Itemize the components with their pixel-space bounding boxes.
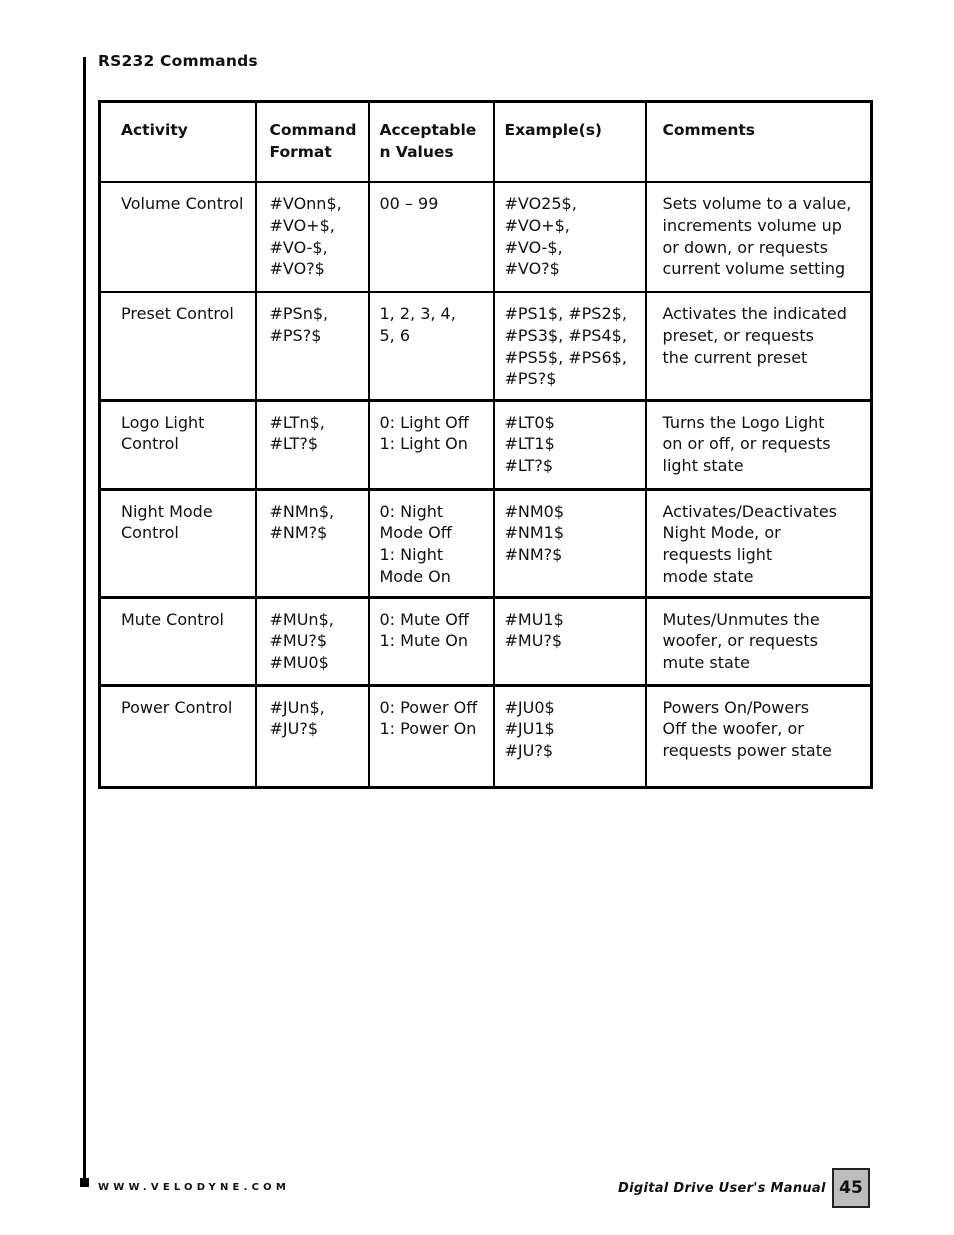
cell-text-line: #MUn$, (269, 609, 334, 629)
header-comments: Comments (646, 102, 872, 183)
cell-text-line: #JU?$ (269, 719, 319, 739)
cell-text-line: #MU0$ (269, 653, 329, 673)
cell-comments (646, 400, 872, 489)
cell-text-line: 1: Power On (379, 719, 477, 739)
header-command-format: Command Format (256, 102, 369, 183)
cell-command-format (256, 597, 369, 685)
cell-activity (100, 597, 256, 685)
cell-comments (646, 182, 872, 292)
table-row (100, 685, 872, 787)
cell-text-line: #MU?$ (269, 631, 328, 651)
cell-activity (100, 400, 256, 489)
cell-text-line: Mute Control (121, 609, 224, 629)
cell-text-line: 0: Light Off (379, 412, 469, 432)
cell-text-line: increments volume up (662, 215, 842, 235)
cell-text-line: Powers On/Powers (662, 697, 810, 717)
cell-activity (100, 685, 256, 787)
cell-acceptable-values (369, 292, 494, 400)
cell-text-line: mute state (662, 653, 750, 673)
cell-activity (100, 182, 256, 292)
cell-activity (100, 489, 256, 597)
cell-acceptable-values (369, 597, 494, 685)
cell-acceptable-values (369, 400, 494, 489)
cell-text-line: preset, or requests (662, 325, 814, 345)
cell-text-line: Off the woofer, or (662, 719, 804, 739)
cell-examples (494, 182, 646, 292)
cell-acceptable-values (369, 182, 494, 292)
cell-text-line: light state (662, 456, 744, 476)
cell-text-line: #VOnn$, (269, 194, 342, 213)
cell-text-line: #JU?$ (504, 741, 554, 761)
header-activity: Activity (100, 102, 256, 183)
footer-manual-title: Digital Drive User's Manual (618, 1181, 826, 1196)
cell-text-line: mode state (662, 566, 754, 586)
cell-text-line: #VO?$ (504, 259, 560, 279)
cell-text-line: Volume Control (121, 194, 244, 213)
cell-text-line: Activates the indicated (662, 304, 847, 323)
cell-comments (646, 292, 872, 400)
cell-comments (646, 685, 872, 787)
footer-website: WWW.VELODYNE.COM (98, 1182, 290, 1193)
section-title: RS232 Commands (98, 52, 258, 70)
margin-rule (83, 57, 86, 1184)
cell-text-line: Mode Off (379, 523, 452, 543)
table-header-row (100, 102, 872, 183)
table-row (100, 182, 872, 292)
cell-text-line: #LTn$, (269, 412, 325, 432)
rs232-commands-table (98, 100, 873, 789)
cell-text-line: 00 – 99 (379, 194, 439, 213)
cell-examples (494, 597, 646, 685)
cell-text-line: Logo Light (121, 412, 205, 432)
page-number: 45 (832, 1168, 870, 1208)
cell-text-line: #VO-$, (269, 237, 328, 257)
cell-text-line: 0: Mute Off (379, 609, 469, 629)
cell-examples (494, 489, 646, 597)
header-examples: Example(s) (494, 102, 646, 183)
cell-text-line: #JU1$ (504, 719, 555, 739)
table-row (100, 292, 872, 400)
cell-text-line: #VO-$, (504, 237, 563, 257)
cell-text-line: #NM?$ (269, 523, 328, 543)
cell-text-line: #VO25$, (504, 194, 577, 213)
cell-text-line: 1, 2, 3, 4, (379, 304, 456, 323)
cell-text-line: 5, 6 (379, 325, 411, 345)
cell-text-line: 1: Mute On (379, 631, 469, 651)
cell-text-line: 0: Power Off (379, 697, 478, 717)
cell-text-line: requests power state (662, 741, 832, 761)
margin-square-marker (80, 1178, 89, 1187)
cell-text-line: #JU0$ (504, 697, 555, 717)
cell-text-line: Power Control (121, 697, 233, 717)
cell-text-line: 1: Light On (379, 434, 468, 454)
cell-activity (100, 292, 256, 400)
cell-text-line: #PS?$ (504, 369, 557, 389)
cell-text-line: or down, or requests (662, 237, 828, 257)
cell-text-line: #JUn$, (269, 697, 325, 717)
cell-text-line: #NM0$ (504, 501, 565, 521)
cell-text-line: #LT0$ (504, 412, 555, 432)
cell-comments (646, 597, 872, 685)
table-row (100, 597, 872, 685)
cell-text-line: #PS?$ (269, 325, 322, 345)
table-body (100, 182, 872, 787)
cell-examples (494, 685, 646, 787)
cell-text-line: #VO?$ (269, 259, 325, 279)
cell-command-format (256, 292, 369, 400)
cell-text-line: Preset Control (121, 304, 234, 323)
cell-text-line: #VO+$, (504, 215, 570, 235)
cell-text-line: #PSn$, (269, 304, 329, 323)
cell-comments (646, 489, 872, 597)
cell-text-line: #VO+$, (269, 215, 335, 235)
cell-text-line: #MU?$ (504, 631, 563, 651)
cell-acceptable-values (369, 489, 494, 597)
cell-text-line: 0: Night (379, 501, 444, 521)
cell-text-line: the current preset (662, 347, 808, 367)
cell-command-format (256, 182, 369, 292)
cell-acceptable-values (369, 685, 494, 787)
cell-text-line: #PS3$, #PS4$, (504, 325, 627, 345)
cell-text-line: #MU1$ (504, 609, 564, 629)
header-acceptable-values: Acceptable n Values (369, 102, 494, 183)
cell-text-line: Sets volume to a value, (662, 194, 852, 213)
cell-text-line: Mode On (379, 566, 451, 586)
cell-text-line: woofer, or requests (662, 631, 818, 651)
cell-text-line: 1: Night (379, 545, 444, 565)
cell-text-line: on or off, or requests (662, 434, 831, 454)
cell-text-line: #PS5$, #PS6$, (504, 347, 627, 367)
cell-command-format (256, 685, 369, 787)
cell-examples (494, 292, 646, 400)
cell-text-line: #LT?$ (504, 456, 554, 476)
cell-text-line: Mutes/Unmutes the (662, 609, 820, 629)
cell-text-line: #NMn$, (269, 501, 335, 521)
cell-text-line: #PS1$, #PS2$, (504, 304, 627, 323)
cell-command-format (256, 400, 369, 489)
cell-text-line: current volume setting (662, 259, 846, 279)
cell-text-line: requests light (662, 545, 773, 565)
table-row (100, 400, 872, 489)
cell-text-line: #LT?$ (269, 434, 319, 454)
cell-text-line: Control (121, 523, 179, 543)
cell-text-line: #LT1$ (504, 434, 555, 454)
cell-text-line: Night Mode, or (662, 523, 781, 543)
cell-text-line: Control (121, 434, 179, 454)
cell-text-line: Turns the Logo Light (662, 412, 825, 432)
cell-text-line: Night Mode (121, 501, 213, 521)
cell-examples (494, 400, 646, 489)
cell-text-line: #NM?$ (504, 545, 563, 565)
table-row (100, 489, 872, 597)
cell-text-line: #NM1$ (504, 523, 565, 543)
cell-command-format (256, 489, 369, 597)
cell-text-line: Activates/Deactivates (662, 501, 838, 521)
